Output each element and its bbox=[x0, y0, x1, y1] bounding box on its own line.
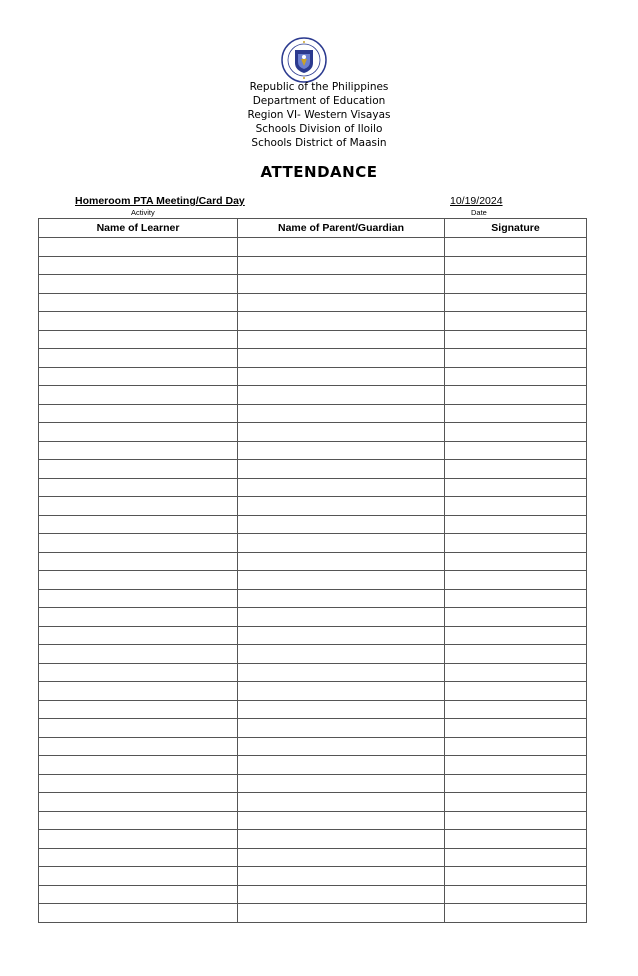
signature-cell[interactable] bbox=[445, 349, 587, 368]
parent-cell[interactable] bbox=[238, 737, 445, 756]
column-header-learner: Name of Learner bbox=[39, 219, 238, 238]
signature-cell[interactable] bbox=[445, 441, 587, 460]
signature-cell[interactable] bbox=[445, 793, 587, 812]
learner-cell[interactable] bbox=[39, 571, 238, 590]
header-line-division: Schools Division of Iloilo bbox=[255, 123, 383, 135]
parent-cell[interactable] bbox=[238, 478, 445, 497]
signature-cell[interactable] bbox=[445, 571, 587, 590]
learner-cell[interactable] bbox=[39, 275, 238, 294]
parent-cell[interactable] bbox=[238, 238, 445, 257]
learner-cell[interactable] bbox=[39, 589, 238, 608]
table-row bbox=[39, 811, 587, 830]
signature-cell[interactable] bbox=[445, 682, 587, 701]
signature-cell[interactable] bbox=[445, 663, 587, 682]
signature-cell[interactable] bbox=[445, 608, 587, 627]
table-row bbox=[39, 256, 587, 275]
parent-cell[interactable] bbox=[238, 367, 445, 386]
parent-cell[interactable] bbox=[238, 811, 445, 830]
parent-cell[interactable] bbox=[238, 793, 445, 812]
parent-cell[interactable] bbox=[238, 312, 445, 331]
table-row bbox=[39, 367, 587, 386]
parent-cell[interactable] bbox=[238, 885, 445, 904]
learner-cell[interactable] bbox=[39, 441, 238, 460]
table-row bbox=[39, 682, 587, 701]
learner-cell[interactable] bbox=[39, 700, 238, 719]
learner-cell[interactable] bbox=[39, 497, 238, 516]
signature-cell[interactable] bbox=[445, 367, 587, 386]
signature-cell[interactable] bbox=[445, 867, 587, 886]
learner-cell[interactable] bbox=[39, 719, 238, 738]
learner-cell[interactable] bbox=[39, 312, 238, 331]
table-row bbox=[39, 423, 587, 442]
table-row bbox=[39, 719, 587, 738]
parent-cell[interactable] bbox=[238, 719, 445, 738]
table-row bbox=[39, 293, 587, 312]
parent-cell[interactable] bbox=[238, 386, 445, 405]
signature-cell[interactable] bbox=[445, 423, 587, 442]
learner-cell[interactable] bbox=[39, 423, 238, 442]
parent-cell[interactable] bbox=[238, 682, 445, 701]
table-row bbox=[39, 478, 587, 497]
column-header-signature: Signature bbox=[445, 219, 587, 238]
table-row bbox=[39, 552, 587, 571]
signature-cell[interactable] bbox=[445, 460, 587, 479]
parent-cell[interactable] bbox=[238, 404, 445, 423]
parent-cell[interactable] bbox=[238, 571, 445, 590]
signature-cell[interactable] bbox=[445, 885, 587, 904]
table-row bbox=[39, 737, 587, 756]
learner-cell[interactable] bbox=[39, 774, 238, 793]
parent-cell[interactable] bbox=[238, 774, 445, 793]
page-title: ATTENDANCE bbox=[260, 163, 378, 181]
table-row bbox=[39, 663, 587, 682]
learner-cell[interactable] bbox=[39, 367, 238, 386]
learner-cell[interactable] bbox=[39, 737, 238, 756]
learner-cell[interactable] bbox=[39, 830, 238, 849]
learner-cell[interactable] bbox=[39, 626, 238, 645]
parent-cell[interactable] bbox=[238, 460, 445, 479]
parent-cell[interactable] bbox=[238, 552, 445, 571]
table-row bbox=[39, 867, 587, 886]
learner-cell[interactable] bbox=[39, 404, 238, 423]
parent-cell[interactable] bbox=[238, 589, 445, 608]
table-row bbox=[39, 349, 587, 368]
activity-label: Activity bbox=[131, 208, 155, 217]
learner-cell[interactable] bbox=[39, 515, 238, 534]
date-value: 10/19/2024 bbox=[450, 195, 503, 207]
parent-cell[interactable] bbox=[238, 663, 445, 682]
learner-cell[interactable] bbox=[39, 256, 238, 275]
learner-cell[interactable] bbox=[39, 238, 238, 257]
signature-cell[interactable] bbox=[445, 811, 587, 830]
table-row bbox=[39, 404, 587, 423]
learner-cell[interactable] bbox=[39, 534, 238, 553]
signature-cell[interactable] bbox=[445, 497, 587, 516]
table-row bbox=[39, 756, 587, 775]
learner-cell[interactable] bbox=[39, 811, 238, 830]
table-row bbox=[39, 904, 587, 923]
signature-cell[interactable] bbox=[445, 904, 587, 923]
parent-cell[interactable] bbox=[238, 645, 445, 664]
learner-cell[interactable] bbox=[39, 867, 238, 886]
table-row bbox=[39, 608, 587, 627]
signature-cell[interactable] bbox=[445, 293, 587, 312]
signature-cell[interactable] bbox=[445, 404, 587, 423]
learner-cell[interactable] bbox=[39, 793, 238, 812]
learner-cell[interactable] bbox=[39, 293, 238, 312]
signature-cell[interactable] bbox=[445, 515, 587, 534]
table-row bbox=[39, 441, 587, 460]
header-line-region: Region VI- Western Visayas bbox=[247, 109, 391, 121]
parent-cell[interactable] bbox=[238, 608, 445, 627]
learner-cell[interactable] bbox=[39, 478, 238, 497]
learner-cell[interactable] bbox=[39, 645, 238, 664]
parent-cell[interactable] bbox=[238, 848, 445, 867]
signature-cell[interactable] bbox=[445, 626, 587, 645]
table-row bbox=[39, 700, 587, 719]
column-header-parent: Name of Parent/Guardian bbox=[238, 219, 445, 238]
parent-cell[interactable] bbox=[238, 349, 445, 368]
attendance-table bbox=[38, 218, 587, 923]
signature-cell[interactable] bbox=[445, 552, 587, 571]
table-row bbox=[39, 515, 587, 534]
table-row bbox=[39, 830, 587, 849]
learner-cell[interactable] bbox=[39, 386, 238, 405]
table-row bbox=[39, 238, 587, 257]
parent-cell[interactable] bbox=[238, 515, 445, 534]
learner-cell[interactable] bbox=[39, 663, 238, 682]
table-row bbox=[39, 774, 587, 793]
signature-cell[interactable] bbox=[445, 256, 587, 275]
signature-cell[interactable] bbox=[445, 386, 587, 405]
learner-cell[interactable] bbox=[39, 756, 238, 775]
table-row bbox=[39, 330, 587, 349]
signature-cell[interactable] bbox=[445, 774, 587, 793]
signature-cell[interactable] bbox=[445, 534, 587, 553]
table-row bbox=[39, 275, 587, 294]
parent-cell[interactable] bbox=[238, 534, 445, 553]
signature-cell[interactable] bbox=[445, 238, 587, 257]
parent-cell[interactable] bbox=[238, 441, 445, 460]
signature-cell[interactable] bbox=[445, 330, 587, 349]
parent-cell[interactable] bbox=[238, 830, 445, 849]
learner-cell[interactable] bbox=[39, 552, 238, 571]
parent-cell[interactable] bbox=[238, 626, 445, 645]
table-row bbox=[39, 885, 587, 904]
signature-cell[interactable] bbox=[445, 645, 587, 664]
signature-cell[interactable] bbox=[445, 275, 587, 294]
signature-cell[interactable] bbox=[445, 700, 587, 719]
table-header-row bbox=[39, 219, 587, 238]
parent-cell[interactable] bbox=[238, 867, 445, 886]
signature-cell[interactable] bbox=[445, 589, 587, 608]
table-row bbox=[39, 460, 587, 479]
activity-value: Homeroom PTA Meeting/Card Day bbox=[75, 195, 245, 207]
table-row bbox=[39, 589, 587, 608]
signature-cell[interactable] bbox=[445, 312, 587, 331]
header-line-department: Department of Education bbox=[252, 95, 386, 107]
parent-cell[interactable] bbox=[238, 904, 445, 923]
table-row bbox=[39, 645, 587, 664]
header-line-republic: Republic of the Philippines bbox=[249, 81, 389, 93]
signature-cell[interactable] bbox=[445, 756, 587, 775]
parent-cell[interactable] bbox=[238, 256, 445, 275]
parent-cell[interactable] bbox=[238, 275, 445, 294]
learner-cell[interactable] bbox=[39, 330, 238, 349]
learner-cell[interactable] bbox=[39, 608, 238, 627]
parent-cell[interactable] bbox=[238, 293, 445, 312]
learner-cell[interactable] bbox=[39, 904, 238, 923]
table-row bbox=[39, 571, 587, 590]
signature-cell[interactable] bbox=[445, 848, 587, 867]
signature-cell[interactable] bbox=[445, 719, 587, 738]
parent-cell[interactable] bbox=[238, 423, 445, 442]
signature-cell[interactable] bbox=[445, 830, 587, 849]
table-row bbox=[39, 312, 587, 331]
signature-cell[interactable] bbox=[445, 737, 587, 756]
table-row bbox=[39, 534, 587, 553]
attendance-rows bbox=[39, 238, 587, 923]
learner-cell[interactable] bbox=[39, 885, 238, 904]
parent-cell[interactable] bbox=[238, 756, 445, 775]
date-label: Date bbox=[471, 208, 487, 217]
learner-cell[interactable] bbox=[39, 460, 238, 479]
table-row bbox=[39, 848, 587, 867]
deped-seal-logo bbox=[281, 37, 327, 83]
table-row bbox=[39, 497, 587, 516]
parent-cell[interactable] bbox=[238, 700, 445, 719]
header-line-district: Schools District of Maasin bbox=[251, 137, 387, 149]
table-row bbox=[39, 626, 587, 645]
agency-header bbox=[0, 80, 638, 150]
table-row bbox=[39, 386, 587, 405]
learner-cell[interactable] bbox=[39, 848, 238, 867]
parent-cell[interactable] bbox=[238, 497, 445, 516]
learner-cell[interactable] bbox=[39, 349, 238, 368]
parent-cell[interactable] bbox=[238, 330, 445, 349]
learner-cell[interactable] bbox=[39, 682, 238, 701]
table-row bbox=[39, 793, 587, 812]
signature-cell[interactable] bbox=[445, 478, 587, 497]
